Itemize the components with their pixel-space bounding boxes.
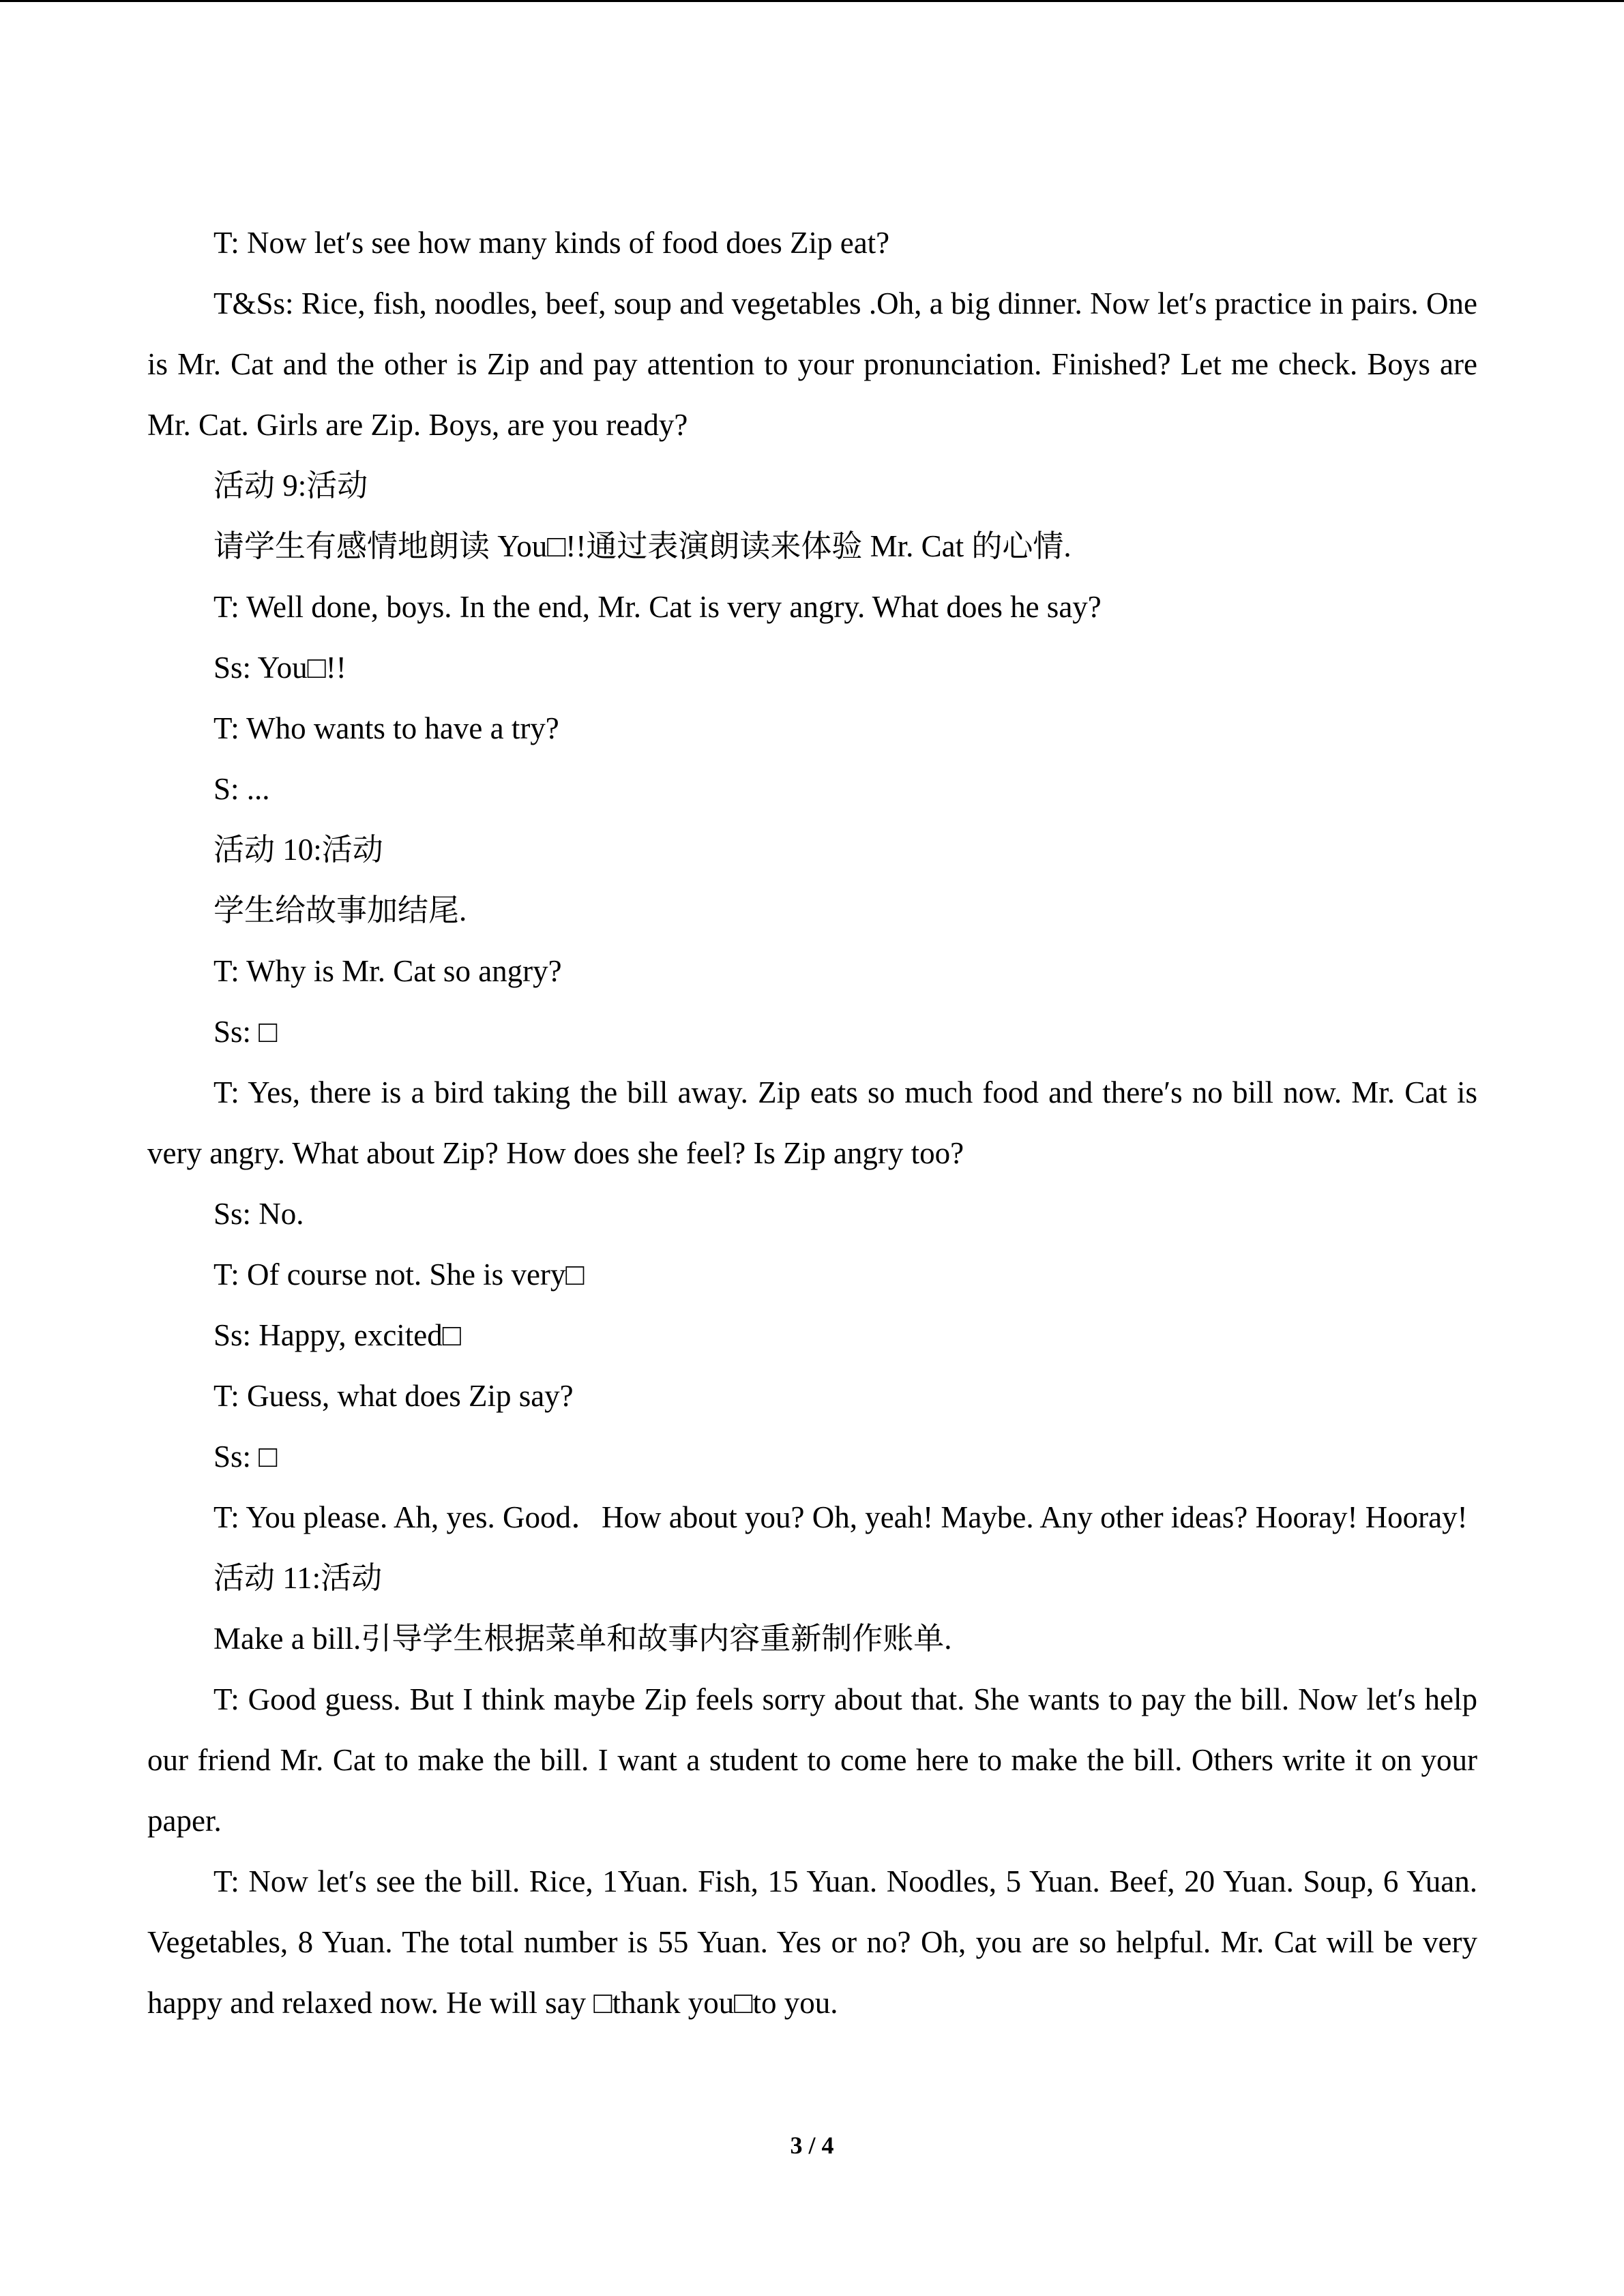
paragraph: T: Why is Mr. Cat so angry? (213, 954, 562, 988)
paragraph: Ss: You□!! (213, 651, 346, 685)
paragraph: Make a bill.引导学生根据菜单和故事内容重新制作账单. (213, 1622, 952, 1656)
activity-heading: 活动 11:活动 (213, 1561, 383, 1595)
paragraph: T: Guess, what does Zip say? (213, 1379, 574, 1413)
paragraph: T: Who wants to have a try? (213, 711, 559, 745)
page-number: 3 / 4 (790, 2132, 834, 2159)
paragraph: T: Of course not. She is very□ (213, 1257, 585, 1292)
paragraph: T: Well done, boys. In the end, Mr. Cat is very angry. What does he say? (213, 590, 1102, 624)
activity-heading: 活动 9:活动 (213, 468, 368, 503)
paragraph: T: Yes, there is a bird taking the bill away. Zip eats so much food and there′s no bill now. Mr. Cat is very angry. What about Zip? How does she feel? Is Zip angry too? (147, 1075, 1477, 1170)
paragraph: Ss: Happy, excited□ (213, 1318, 461, 1352)
document-body (147, 213, 1477, 2033)
paragraph: 请学生有感情地朗读 You□!!通过表演朗读来体验 Mr. Cat 的心情. (213, 529, 1072, 563)
paragraph: 学生给故事加结尾. (213, 893, 467, 927)
paragraph: S: ... (213, 772, 270, 806)
paragraph: T&Ss: Rice, fish, noodles, beef, soup and vegetables .Oh, a big dinner. Now let′s practice in pairs. One is Mr. Cat and the other is Zip and pay attention to your pronunciation. Finished? Let me check. Boys are Mr. Cat. Girls are Zip. Boys, are you ready? (147, 286, 1477, 442)
paragraph: Ss: No. (213, 1197, 304, 1231)
top-border-line (0, 0, 1624, 2)
paragraph: T: Now let′s see the bill. Rice, 1Yuan. Fish, 15 Yuan. Noodles, 5 Yuan. Beef, 20 Yuan. Soup, 6 Yuan. Vegetables, 8 Yuan. The total number is 55 Yuan. Yes or no? Oh, you are so helpful. Mr. Cat will be very happy and relaxed now. He will say □thank you□to you. (147, 1864, 1477, 2020)
paragraph: T: You please. Ah, yes. Good．How about you? Oh, yeah! Maybe. Any other ideas? Hooray! Hooray! (213, 1500, 1468, 1534)
activity-heading: 活动 10:活动 (213, 833, 383, 867)
paragraph: Ss: □ (213, 1440, 278, 1474)
paragraph: Ss: □ (213, 1015, 278, 1049)
paragraph: T: Good guess. But I think maybe Zip feels sorry about that. She wants to pay the bill. Now let′s help our friend Mr. Cat to make the bill. I want a student to come here to make the bill. Others write it on your paper. (147, 1682, 1477, 1838)
paragraph: T: Now let′s see how many kinds of food does Zip eat? (213, 226, 890, 260)
